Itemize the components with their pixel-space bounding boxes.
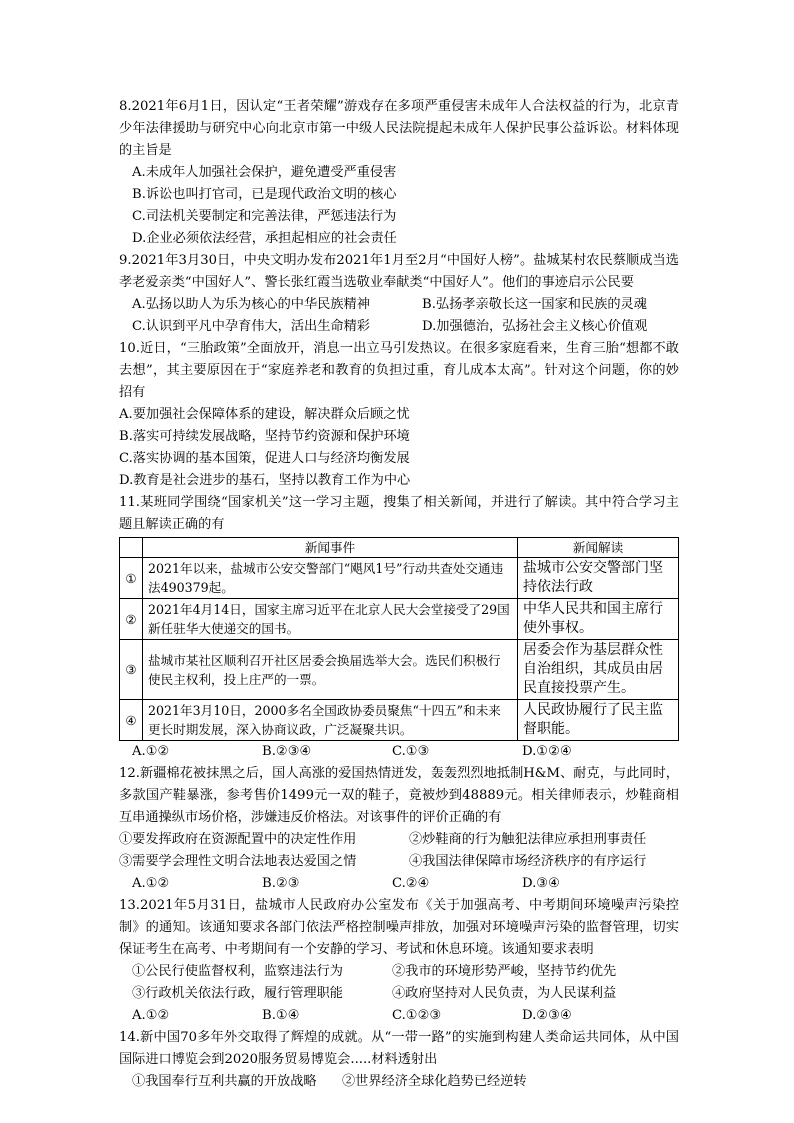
news-event: 2021年以来，盐城市公安交警部门“飓风1号”行动共查处交通违法490379起。 [143,558,518,599]
statement-2: ②世界经济全球化趋势已经逆转 [342,1074,527,1089]
statement-1: ①公民行使监督权利，监察违法行为 [132,964,343,979]
question-13 [119,895,679,1027]
option-d: D.②③④ [522,1008,572,1023]
option-d: D.①②④ [522,744,572,759]
option-row [119,294,679,316]
table-header-row [120,538,679,558]
question-stem: 10.近日，“三胎政策”全面放开，消息一出立马引发热议。在很多家庭看来，生育三胎“想都不敢去想”，其主要原因在于“家庭养老和教育的负担过重，育儿成本太高”。针对这个问题，你的妙招有 [119,341,679,400]
question-12 [119,763,679,895]
option-a: A.①② [132,744,170,759]
option-a: A.①② [132,876,170,891]
news-table [119,537,679,741]
option-row [119,316,679,338]
table-row [120,640,679,700]
statement-1: ①我国奉行互利共赢的开放战略 [132,1074,317,1089]
option-a: A.弘扬以助人为乐为核心的中华民族精神 [132,297,370,312]
option-d: D.企业必须依法经营，承担起相应的社会责任 [132,231,397,246]
news-reading: 盐城市公安交警部门坚持依法行政 [518,558,679,599]
news-event: 2021年3月10日，2000多名全国政协委员聚焦“十四五”和未来更长时期发展，深入协商议政，广泛凝聚共识。 [143,700,518,741]
news-reading: 中华人民共和国主席行使外事权。 [518,599,679,640]
row-number: ③ [120,640,143,700]
option-d: D.教育是社会进步的基石，坚持以教育工作为中心 [119,473,411,488]
question-9 [119,250,679,338]
option-c: C.①③ [392,744,430,759]
question-stem: 14.新中国70多年外交取得了辉煌的成就。从“一带一路”的实施到构建人类命运共同体，从中国国际进口博览会到2020服务贸易博览会.....材料透射出 [119,1030,679,1067]
question-stem: 11.某班同学围绕“国家机关”这一学习主题，搜集了相关新闻，并进行了解读。其中符合学习主题且解读正确的有 [119,495,679,532]
question-stem: 12.新疆棉花被抹黑之后，国人高涨的爱国热情迸发，轰轰烈烈地抵制H&M、耐克，与此同时，多款国产鞋暴涨，参考售价1499元一双的鞋子，竟被炒到48889元。相关律师表示，炒鞋商相互串通操纵市场价格，涉嫌违反价格法。对该事件的评价正确的有 [119,766,679,825]
option-a: A.①② [132,1008,170,1023]
exam-page [119,96,679,1093]
news-event: 盐城市某社区顺利召开社区居委会换届选举大会。选民们积极行使民主权利，投上庄严的一票。 [143,640,518,700]
option-b: B.落实可持续发展战略，坚持节约资源和保护环境 [119,429,410,444]
option-d: D.加强德治，弘扬社会主义核心价值观 [422,319,648,334]
table-header-event: 新闻事件 [143,538,518,558]
table-header-reading: 新闻解读 [518,538,679,558]
option-c: C.认识到平凡中孕育伟大，活出生命精彩 [132,319,370,334]
statement-4: ④政府坚持对人民负责，为人民谋利益 [392,986,617,1001]
option-b: B.①④ [262,1008,300,1023]
statement-row [119,829,679,851]
statement-3: ③行政机关依法行政，履行管理职能 [132,986,343,1001]
option-row [119,1005,679,1027]
question-8 [119,96,679,250]
statement-row [119,961,679,983]
question-11 [119,492,679,763]
table-row [120,558,679,599]
statement-4: ④我国法律保障市场经济秩序的有序运行 [409,854,647,869]
question-10 [119,338,679,492]
row-number: ① [120,558,143,599]
option-b: B.②③ [262,876,300,891]
row-number: ② [120,599,143,640]
question-stem: 13.2021年5月31日，盐城市人民政府办公室发布《关于加强高考、中考期间环境噪声污染控制》的通知。该通知要求各部门依法严格控制噪声排放，加强对环境噪声污染的监督管理，切实保证考生在高考、中考期间有一个安静的学习、考试和休息环境。该通知要求表明 [119,898,679,957]
statement-1: ①要发挥政府在资源配置中的决定性作用 [119,832,357,847]
news-event: 2021年4月14日，国家主席习近平在北京人民大会堂接受了29国新任驻华大使递交的国书。 [143,599,518,640]
statement-row [119,1071,679,1093]
option-a: A.要加强社会保障体系的建设，解决群众后顾之忧 [119,407,410,422]
option-b: B.②③④ [262,744,312,759]
row-number: ④ [120,700,143,741]
table-row [120,599,679,640]
statement-row [119,983,679,1005]
statement-2: ②我市的环境形势严峻，坚持节约优先 [392,964,617,979]
option-d: D.③④ [522,876,560,891]
table-row [120,700,679,741]
option-c: C.②④ [392,876,430,891]
table-header-num [120,538,143,558]
news-reading: 居委会作为基层群众性自治组织，其成员由居民直接投票产生。 [518,640,679,700]
option-row [119,873,679,895]
option-a: A.未成年人加强社会保护，避免遭受严重侵害 [132,165,397,180]
question-stem: 9.2021年3月30日，中央文明办发布2021年1月至2月“中国好人榜”。盐城某村农民蔡顺成当选孝老爱亲类“中国好人”、警长张红霞当选敬业奉献类“中国好人”。他们的事迹启示公民要 [119,253,679,290]
option-b: B.弘扬孝亲敬长这一国家和民族的灵魂 [422,297,647,312]
option-b: B.诉讼也叫打官司，已是现代政治文明的核心 [132,187,397,202]
option-c: C.①②③ [392,1008,442,1023]
option-c: C.落实协调的基本国策，促进人口与经济均衡发展 [119,451,410,466]
news-reading: 人民政协履行了民主监督职能。 [518,700,679,741]
statement-2: ②炒鞋商的行为触犯法律应承担刑事责任 [409,832,647,847]
option-c: C.司法机关要制定和完善法律，严惩违法行为 [132,209,397,224]
statement-row [119,851,679,873]
option-row [119,741,679,763]
statement-3: ③需要学会理性文明合法地表达爱国之情 [119,854,357,869]
question-14 [119,1027,679,1093]
question-stem: 8.2021年6月1日，因认定“王者荣耀”游戏存在多项严重侵害未成年人合法权益的行为，北京青少年法律援助与研究中心向北京市第一中级人民法院提起未成年人保护民事公益诉讼。材料体现的主旨是 [119,99,679,158]
